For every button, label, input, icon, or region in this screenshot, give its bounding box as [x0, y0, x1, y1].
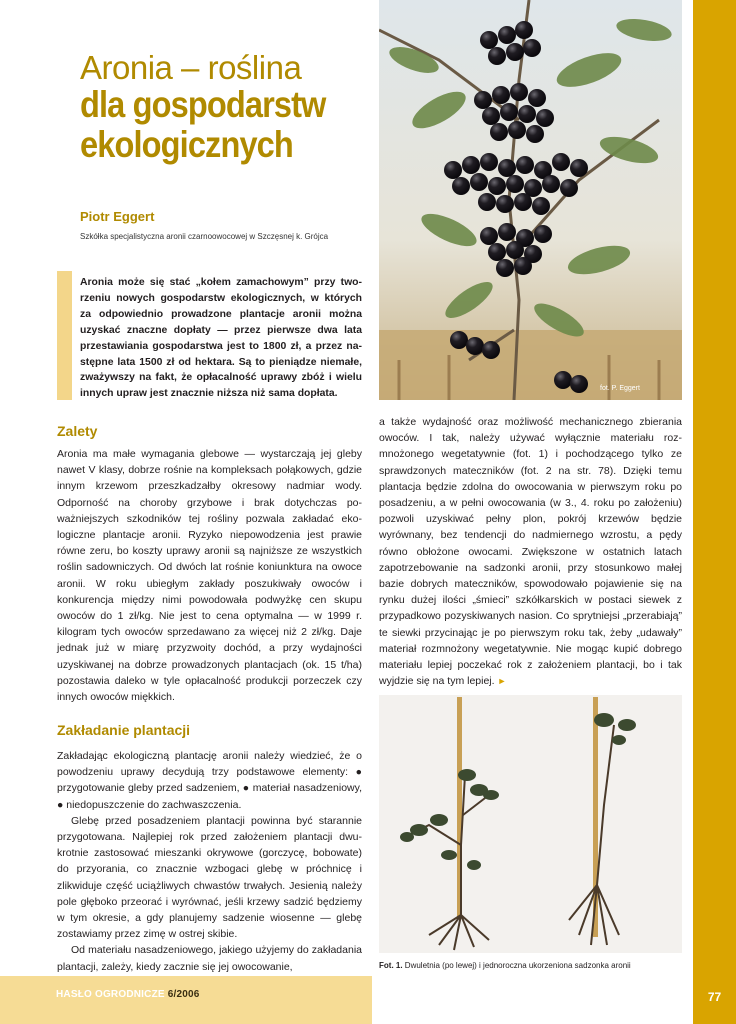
title-line-2: dla gospodarstw: [80, 84, 326, 126]
author-affiliation: Szkółka specjalistyczna aronii czarnoowocowej w Szczęsnej k. Grójca: [80, 232, 329, 241]
photo-credit: fot. P. Eggert: [600, 385, 640, 392]
page-title: [80, 50, 380, 164]
lead-accent-bar: [57, 271, 72, 400]
right-column-text: [379, 414, 682, 689]
section-heading-zakladanie: Zakładanie plantacji: [57, 722, 191, 738]
magazine-name: HASŁO OGRODNICZE: [56, 989, 165, 1000]
section-zalety-text: [57, 446, 362, 705]
aronia-berries-photo: [379, 0, 682, 400]
lead-paragraph: Aronia może się stać „kołem zamachowym” przy tworzeniu nowych gospodarstw ekologicznych, w których za odpowiednio prowadzone plantacje aronii można uzyskać znaczne dopłaty — przez pierwsze dwa lata przestawiania gospodarstwa jest to 1800 zł, a przez następne lata 1500 zł od hektara. Są to pieniądze niemałe, zważywszy na fakt, że opłacalność uprawy zbóż i wielu innych upraw jest znacznie niższa niż sama dopłata.: [80, 277, 362, 400]
zakladanie-paragraph-2: Glebę przed posadzeniem plantacji powinna być starannie przygotowana. Najlepiej rok przed założeniem plantacji dwukrotnie zastosować mieszanki okrywowe (gorczycę, bobowate) do przyorania, co znacznie wzbogaci glebę w próchnicę i zlikwiduje część uciążliwych chwastów trwałych. Jesienią należy pole głęboko przeorać i wyrównać, jeśli krzewy sadzić będziemy w tym okresie, a gdy planujemy sadzenie wiosenne — glebę zostawiamy przez zimę w ostrej skibie.: [57, 814, 362, 941]
page-number: 77: [707, 990, 722, 1004]
seedlings-photo: [379, 695, 682, 953]
aronia-berries-illustration: [379, 0, 682, 400]
caption-label: Fot. 1.: [379, 961, 403, 970]
seedlings-illustration: [379, 695, 682, 953]
footer-bar: [0, 976, 372, 1024]
side-strip: [693, 0, 736, 1024]
footer-magazine: [56, 989, 200, 1000]
section-zakladanie-text: [57, 748, 362, 975]
zalety-paragraph: Aronia ma małe wymagania glebowe — wystarczają jej gleby nawet V klasy, dobrze rośnie na kompleksach połąkowych, gdzie innym krzewom przeszkadzałby okresowy nadmiar wody. Odporność na choroby grzybowe i brak dotychczas poważniejszych szkodników tej rośliny pozwala zakładać ekologiczne plantacje aronii. Ryzyko niepowodzenia jest prawie równe zeru, bo koszty uprawy aronii są najniższe ze wszystkich roślin sadowniczych. Od dwóch lat rośnie koniunktura na owoce aronii. W roku ubiegłym zakłady poszukiwały owoców i konkurencja między nimi powodowała podwyżkę cen skupu owoców do 1 zł/kg. Nie jest to cena optymalna — w 1999 r. kilogram tych owoców sprzedawano za więcej niż 2 zł/kg. Daje jednak już w miarę przyzwoity dochód, a przy wydajności uzyskiwanej na dobrze prowadzonych plantacjach (ok. 15 t/ha) pozostawia daleko w tyle opłacalność produkcji porzeczek czy innych owoców miękkich.: [57, 448, 362, 704]
issue-number: 6/2006: [167, 989, 200, 1000]
title-line-3: ekologicznych: [80, 123, 293, 165]
right-column-paragraph: [379, 414, 682, 689]
photo-caption: [379, 961, 682, 970]
section-heading-zalety: Zalety: [57, 423, 98, 439]
zakladanie-paragraph-1: Zakładając ekologiczną plantację aronii należy wiedzieć, że o powodzeniu uprawy decydują trzy podstawowe elementy: ● przygotowanie gleby przed sadzeniem, ● materiał nasadzeniowy, ● niedopuszczenie do zachwaszczenia.: [57, 750, 362, 811]
caption-text: Dwuletnia (po lewej) i jednoroczna ukorzeniona sadzonka aronii: [404, 961, 631, 970]
author-name: Piotr Eggert: [80, 209, 155, 224]
title-line-1: Aronia – roślina: [80, 49, 302, 86]
right-column-body: a także wydajność oraz możliwość mechanicznego zbierania owoców. I tak, należy używać wyłącznie materiału rozmnożonego wegetatywnie (fot. 1) i pochodzącego tylko ze sprawdzonych mateczników (fot. 2 na str. 78). Dzięki temu plantacja będzie zdolna do owocowania w pierwszym roku po posadzeniu, a w pełni owocowania (w 3., 4. roku po założeniu) pozwoli uzyskiwać pełny plon, pokrój krzewów będzie wyrównany, bez tendencji do nadmiernego wzrostu, a pędy równo obłożone owocami. Zwiększone w ostatnich latach zapotrzebowanie na sadzonki aronii, przy stosunkowo małej bazie dobrych mateczników, spowodowało pojawienie się na rynku dużej ilości „śmieci” szkółkarskich w postaci siewek z przypadkowo pozyskiwanych nasion. Co sprytniejsi „przerabiają” te siewki przycinając je po pierwszym roku tak, żeby „udawały” materiał rozmnożony wegetatywnie. Nie mogąc kupić dobrego materiału lepiej poczekać rok z założeniem plantacji, bo i tak wyjdzie się na tym lepiej.: [379, 416, 682, 688]
continue-arrow-icon: ►: [497, 676, 507, 687]
zakladanie-paragraph-3: Od materiału nasadzeniowego, jakiego użyjemy do zakładania plantacji, zależy, kiedy zacznie się jej owocowanie,: [57, 944, 362, 973]
